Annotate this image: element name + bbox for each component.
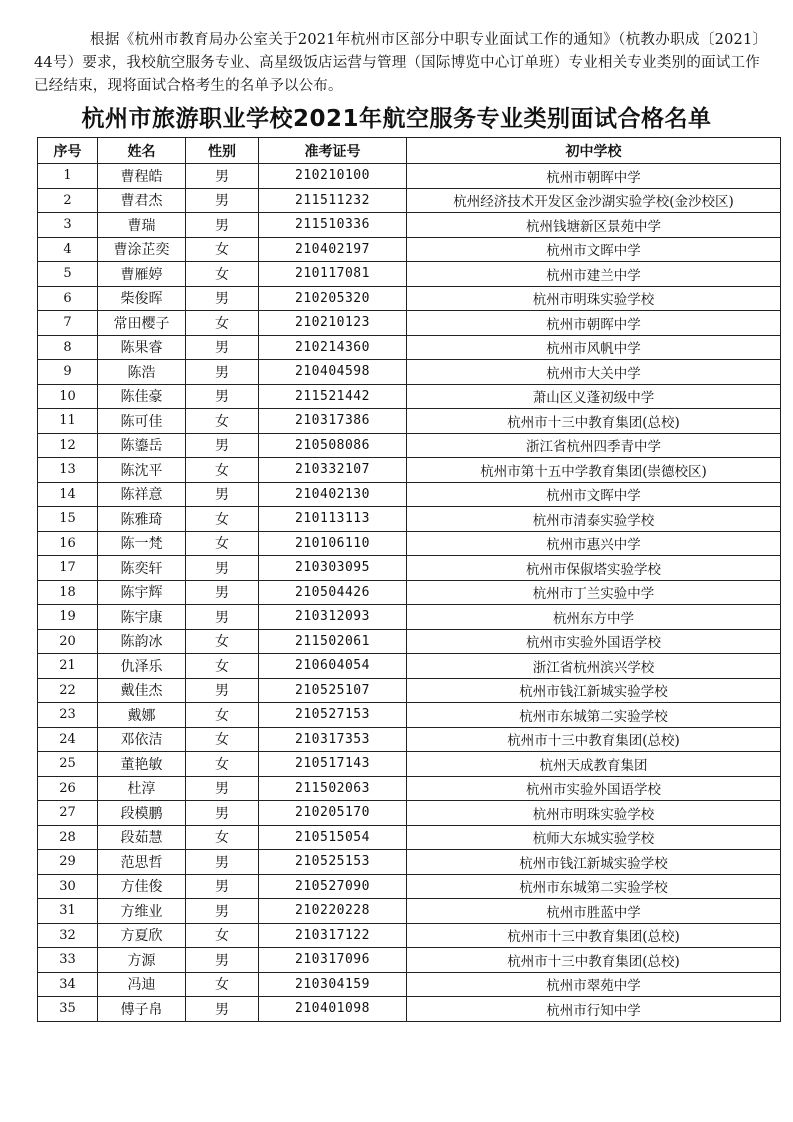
name-cell: 陈祥意 [98,482,186,507]
seq-cell: 18 [38,580,98,605]
name-cell: 陈一梵 [98,531,186,556]
name-cell: 陈佳豪 [98,384,186,409]
table-row [38,825,781,850]
seq-cell: 22 [38,678,98,703]
gender-cell: 女 [186,507,259,532]
name-cell: 陈鎏岳 [98,433,186,458]
table-row [38,703,781,728]
gender-cell: 女 [186,972,259,997]
seq-cell: 12 [38,433,98,458]
school-cell: 杭州市行知中学 [407,997,781,1022]
table-row [38,409,781,434]
school-cell: 杭州市十三中教育集团(总校) [407,948,781,973]
intro-paragraph: 根据《杭州市教育局办公室关于2021年杭州市区部分中职专业面试工作的通知》（杭教办职成〔2021〕44号）要求，我校航空服务专业、高星级饭店运营与管理（国际博览中心订单班）专业相关专业类别的面试工作已经结束，现将面试合格考生的名单予以公布。 [34,31,760,94]
gender-cell: 男 [186,776,259,801]
seq-cell: 21 [38,654,98,679]
table-row [38,311,781,336]
seq-cell: 26 [38,776,98,801]
name-cell: 曹瑞 [98,213,186,238]
seq-cell: 20 [38,629,98,654]
school-cell: 杭州市建兰中学 [407,262,781,287]
seq-cell: 24 [38,727,98,752]
table-row [38,482,781,507]
name-cell: 常田樱子 [98,311,186,336]
seq-cell: 32 [38,923,98,948]
seq-cell: 4 [38,237,98,262]
name-cell: 傅子帛 [98,997,186,1022]
seq-cell: 15 [38,507,98,532]
name-cell: 曹涂芷奕 [98,237,186,262]
exam-id-cell: 211502063 [259,776,407,801]
exam-id-cell: 210220228 [259,899,407,924]
name-cell: 陈奕轩 [98,556,186,581]
header-seq: 序号 [38,138,98,164]
results-table [37,137,781,1022]
name-cell: 冯迪 [98,972,186,997]
name-cell: 杜淳 [98,776,186,801]
exam-id-cell: 210317353 [259,727,407,752]
school-cell: 杭州市十三中教育集团(总校) [407,409,781,434]
seq-cell: 13 [38,458,98,483]
table-row [38,335,781,360]
seq-cell: 1 [38,164,98,189]
name-cell: 陈果睿 [98,335,186,360]
gender-cell: 女 [186,727,259,752]
seq-cell: 17 [38,556,98,581]
exam-id-cell: 210210100 [259,164,407,189]
table-row [38,286,781,311]
table-row [38,213,781,238]
name-cell: 陈宇辉 [98,580,186,605]
exam-id-cell: 210317386 [259,409,407,434]
seq-cell: 33 [38,948,98,973]
gender-cell: 男 [186,850,259,875]
school-cell: 杭州钱塘新区景苑中学 [407,213,781,238]
gender-cell: 女 [186,237,259,262]
school-cell: 浙江省杭州四季青中学 [407,433,781,458]
seq-cell: 27 [38,801,98,826]
exam-id-cell: 210401098 [259,997,407,1022]
gender-cell: 女 [186,752,259,777]
table-row [38,997,781,1022]
exam-id-cell: 210527090 [259,874,407,899]
school-cell: 杭州市钱江新城实验学校 [407,678,781,703]
exam-id-cell: 210525107 [259,678,407,703]
table-row [38,580,781,605]
school-cell: 杭州市文晖中学 [407,237,781,262]
gender-cell: 女 [186,923,259,948]
gender-cell: 女 [186,629,259,654]
name-cell: 曹程皓 [98,164,186,189]
table-row [38,262,781,287]
seq-cell: 6 [38,286,98,311]
table-row [38,433,781,458]
school-cell: 杭州市大关中学 [407,360,781,385]
gender-cell: 男 [186,384,259,409]
school-cell: 杭州市朝晖中学 [407,164,781,189]
seq-cell: 30 [38,874,98,899]
table-body [38,164,781,1022]
gender-cell: 女 [186,703,259,728]
school-cell: 杭州市胜蓝中学 [407,899,781,924]
gender-cell: 男 [186,360,259,385]
exam-id-cell: 211502061 [259,629,407,654]
gender-cell: 男 [186,948,259,973]
header-school: 初中学校 [407,138,781,164]
table-row [38,605,781,630]
exam-id-cell: 211511232 [259,188,407,213]
gender-cell: 男 [186,433,259,458]
seq-cell: 5 [38,262,98,287]
name-cell: 曹雁婷 [98,262,186,287]
table-row [38,164,781,189]
name-cell: 方佳俊 [98,874,186,899]
exam-id-cell: 211521442 [259,384,407,409]
gender-cell: 男 [186,213,259,238]
exam-id-cell: 210332107 [259,458,407,483]
table-row [38,360,781,385]
exam-id-cell: 210205320 [259,286,407,311]
school-cell: 杭州天成教育集团 [407,752,781,777]
header-exam-id: 准考证号 [259,138,407,164]
table-row [38,629,781,654]
seq-cell: 2 [38,188,98,213]
name-cell: 方源 [98,948,186,973]
school-cell: 浙江省杭州滨兴学校 [407,654,781,679]
name-cell: 陈雅琦 [98,507,186,532]
name-cell: 曹君杰 [98,188,186,213]
table-row [38,727,781,752]
gender-cell: 男 [186,605,259,630]
seq-cell: 19 [38,605,98,630]
school-cell: 杭州市钱江新城实验学校 [407,850,781,875]
school-cell: 杭州市东城第二实验学校 [407,874,781,899]
gender-cell: 男 [186,874,259,899]
name-cell: 陈可佳 [98,409,186,434]
name-cell: 仇泽乐 [98,654,186,679]
table-row [38,776,781,801]
seq-cell: 16 [38,531,98,556]
name-cell: 方维业 [98,899,186,924]
school-cell: 杭州市实验外国语学校 [407,776,781,801]
table-row [38,237,781,262]
gender-cell: 女 [186,654,259,679]
school-cell: 杭州市文晖中学 [407,482,781,507]
exam-id-cell: 210214360 [259,335,407,360]
gender-cell: 男 [186,482,259,507]
exam-id-cell: 210402197 [259,237,407,262]
name-cell: 柴俊晖 [98,286,186,311]
school-cell: 杭州市风帆中学 [407,335,781,360]
table-row [38,458,781,483]
table-row [38,654,781,679]
exam-id-cell: 211510336 [259,213,407,238]
table-row [38,801,781,826]
exam-id-cell: 210517143 [259,752,407,777]
gender-cell: 女 [186,531,259,556]
exam-id-cell: 210205170 [259,801,407,826]
gender-cell: 男 [186,286,259,311]
gender-cell: 女 [186,825,259,850]
exam-id-cell: 210515054 [259,825,407,850]
exam-id-cell: 210106110 [259,531,407,556]
gender-cell: 男 [186,335,259,360]
name-cell: 陈浩 [98,360,186,385]
table-row [38,752,781,777]
seq-cell: 29 [38,850,98,875]
seq-cell: 9 [38,360,98,385]
gender-cell: 男 [186,556,259,581]
table-row [38,384,781,409]
exam-id-cell: 210527153 [259,703,407,728]
table-row [38,678,781,703]
exam-id-cell: 210317122 [259,923,407,948]
seq-cell: 10 [38,384,98,409]
name-cell: 董艳敏 [98,752,186,777]
gender-cell: 男 [186,188,259,213]
school-cell: 杭州市明珠实验学校 [407,286,781,311]
seq-cell: 28 [38,825,98,850]
table-row [38,874,781,899]
exam-id-cell: 210317096 [259,948,407,973]
school-cell: 杭州市第十五中学教育集团(崇德校区) [407,458,781,483]
gender-cell: 男 [186,678,259,703]
school-cell: 杭州市保俶塔实验学校 [407,556,781,581]
gender-cell: 男 [186,801,259,826]
gender-cell: 女 [186,311,259,336]
name-cell: 陈韵冰 [98,629,186,654]
school-cell: 杭州市惠兴中学 [407,531,781,556]
table-row [38,556,781,581]
school-cell: 杭州市东城第二实验学校 [407,703,781,728]
exam-id-cell: 210117081 [259,262,407,287]
seq-cell: 14 [38,482,98,507]
exam-id-cell: 210304159 [259,972,407,997]
school-cell: 杭州市明珠实验学校 [407,801,781,826]
table-row [38,850,781,875]
name-cell: 段茹慧 [98,825,186,850]
header-gender: 性别 [186,138,259,164]
gender-cell: 女 [186,409,259,434]
school-cell: 杭州市朝晖中学 [407,311,781,336]
name-cell: 戴佳杰 [98,678,186,703]
school-cell: 杭州市十三中教育集团(总校) [407,727,781,752]
header-name: 姓名 [98,138,186,164]
gender-cell: 男 [186,997,259,1022]
school-cell: 杭州市清泰实验学校 [407,507,781,532]
exam-id-cell: 210210123 [259,311,407,336]
name-cell: 段模鹏 [98,801,186,826]
table-row [38,948,781,973]
name-cell: 陈沈平 [98,458,186,483]
table-row [38,972,781,997]
school-cell: 萧山区义蓬初级中学 [407,384,781,409]
name-cell: 邓依洁 [98,727,186,752]
exam-id-cell: 210604054 [259,654,407,679]
name-cell: 陈宇康 [98,605,186,630]
seq-cell: 11 [38,409,98,434]
seq-cell: 25 [38,752,98,777]
table-row [38,507,781,532]
table-row [38,188,781,213]
name-cell: 方夏欣 [98,923,186,948]
name-cell: 范思哲 [98,850,186,875]
seq-cell: 35 [38,997,98,1022]
school-cell: 杭州市丁兰实验中学 [407,580,781,605]
school-cell: 杭师大东城实验学校 [407,825,781,850]
exam-id-cell: 210404598 [259,360,407,385]
name-cell: 戴娜 [98,703,186,728]
exam-id-cell: 210303095 [259,556,407,581]
gender-cell: 男 [186,580,259,605]
seq-cell: 34 [38,972,98,997]
exam-id-cell: 210508086 [259,433,407,458]
exam-id-cell: 210504426 [259,580,407,605]
exam-id-cell: 210312093 [259,605,407,630]
seq-cell: 31 [38,899,98,924]
exam-id-cell: 210113113 [259,507,407,532]
exam-id-cell: 210402130 [259,482,407,507]
school-cell: 杭州经济技术开发区金沙湖实验学校(金沙校区) [407,188,781,213]
seq-cell: 23 [38,703,98,728]
table-row [38,923,781,948]
seq-cell: 7 [38,311,98,336]
gender-cell: 男 [186,899,259,924]
document-title: 杭州市旅游职业学校2021年航空服务专业类别面试合格名单 [81,106,712,132]
school-cell: 杭州东方中学 [407,605,781,630]
table-row [38,531,781,556]
gender-cell: 女 [186,458,259,483]
gender-cell: 女 [186,262,259,287]
seq-cell: 3 [38,213,98,238]
school-cell: 杭州市实验外国语学校 [407,629,781,654]
school-cell: 杭州市翠苑中学 [407,972,781,997]
table-header-row [38,138,781,164]
table-row [38,899,781,924]
exam-id-cell: 210525153 [259,850,407,875]
seq-cell: 8 [38,335,98,360]
school-cell: 杭州市十三中教育集团(总校) [407,923,781,948]
gender-cell: 男 [186,164,259,189]
